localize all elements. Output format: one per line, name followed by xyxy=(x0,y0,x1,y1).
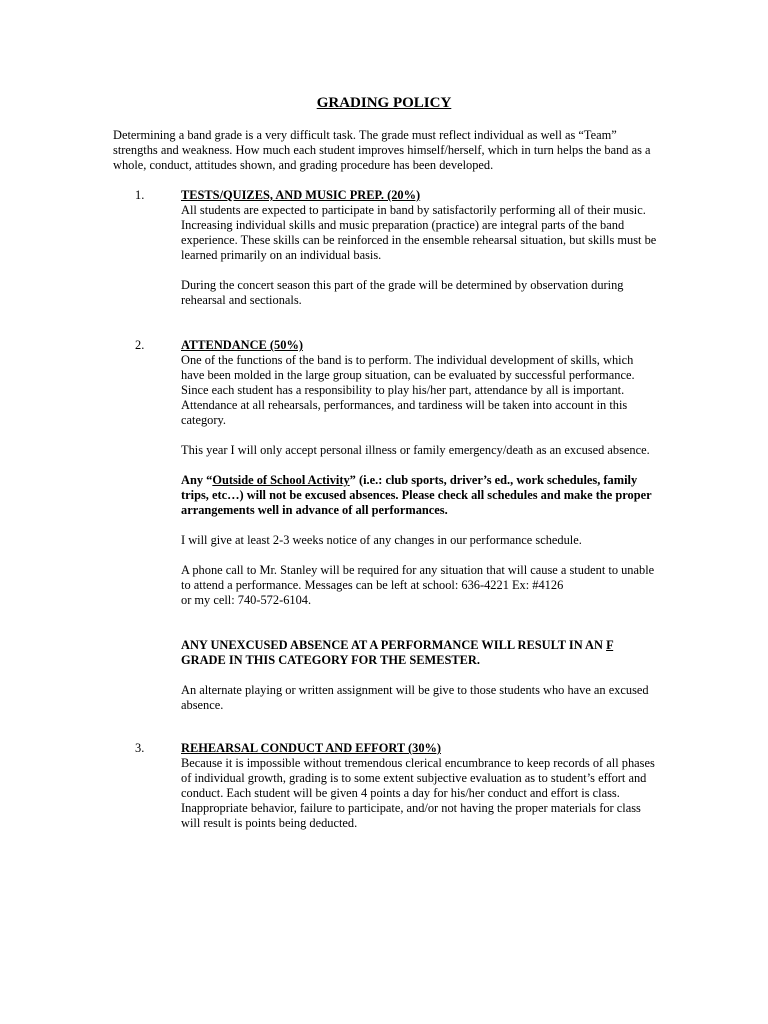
alternate-assignment-paragraph: An alternate playing or written assignment will be give to those students who have an excused absence. xyxy=(181,683,649,712)
section-paragraph: One of the functions of the band is to perform. The individual development of skills, which have been molded in the large group situation, can be evaluated by successful performance. Since each student has a responsibility to play his/her part, attendance by all is important. Attendance at all rehearsals, performances, and tardiness will be taken into account in this category. xyxy=(181,353,635,427)
outside-activity-term: Outside of School Activity xyxy=(212,473,350,487)
section-heading: ATTENDANCE (50%) xyxy=(181,338,303,352)
unexcused-warning: ANY UNEXCUSED ABSENCE AT A PERFORMANCE WILL RESULT IN AN F GRADE IN THIS CATEGORY FOR THE SEMESTER. xyxy=(181,638,614,667)
section-paragraph: Because it is impossible without tremendous clerical encumbrance to keep records of all phases of individual growth, grading is to some extent subjective evaluation as to student’s effort and conduct. Each student will be given 4 points a day for his/her conduct and effort is class. Inappropriate behavior, failure to participate, and/or not having the proper materials for class will result is points being deducted. xyxy=(181,756,655,830)
page-title: GRADING POLICY xyxy=(316,95,452,111)
section-number: 1. xyxy=(135,188,145,202)
notice-paragraph: I will give at least 2-3 weeks notice of any changes in our performance schedule. xyxy=(181,533,582,547)
section-paragraph: This year I will only accept personal illness or family emergency/death as an excused absence. xyxy=(181,443,650,457)
section-body xyxy=(181,188,658,323)
section-number: 2. xyxy=(135,338,145,352)
phone-paragraph: A phone call to Mr. Stanley will be required for any situation that will cause a student to unable to attend a performance. Messages can be left at school: 636-4221 Ex: #4126 or my cell: 740-572-6104. xyxy=(181,563,655,607)
section-paragraph: All students are expected to participate in band by satisfactorily performing all of their music. Increasing individual skills and music preparation (practice) are integral parts of the band experience. These skills can be reinforced in the ensemble rehearsal situation, but skills must be learned primarily on an individual basis. xyxy=(181,203,657,262)
section-heading: TESTS/QUIZES, AND MUSIC PREP. (20%) xyxy=(181,188,421,202)
intro-paragraph: Determining a band grade is a very difficult task. The grade must reflect individual as well as “Team” strengths and weakness. How much each student improves himself/herself, which in turn helps the band as a whole, conduct, attitudes shown, and grading procedure has been developed. xyxy=(113,128,651,172)
section-paragraph: During the concert season this part of the grade will be determined by observation during rehearsal and sectionals. xyxy=(181,278,624,307)
section-heading: REHEARSAL CONDUCT AND EFFORT (30%) xyxy=(181,741,442,755)
section-number: 3. xyxy=(135,741,145,755)
section-body xyxy=(181,741,658,846)
section-body xyxy=(181,338,658,728)
warning-grade: F xyxy=(606,638,614,652)
outside-activity-paragraph: Any “Outside of School Activity” (i.e.: club sports, driver’s ed., work schedules, family trips, etc…) will not be excused absences. Please check all schedules and make the proper arrangements well in advance of all performances. xyxy=(181,473,652,517)
